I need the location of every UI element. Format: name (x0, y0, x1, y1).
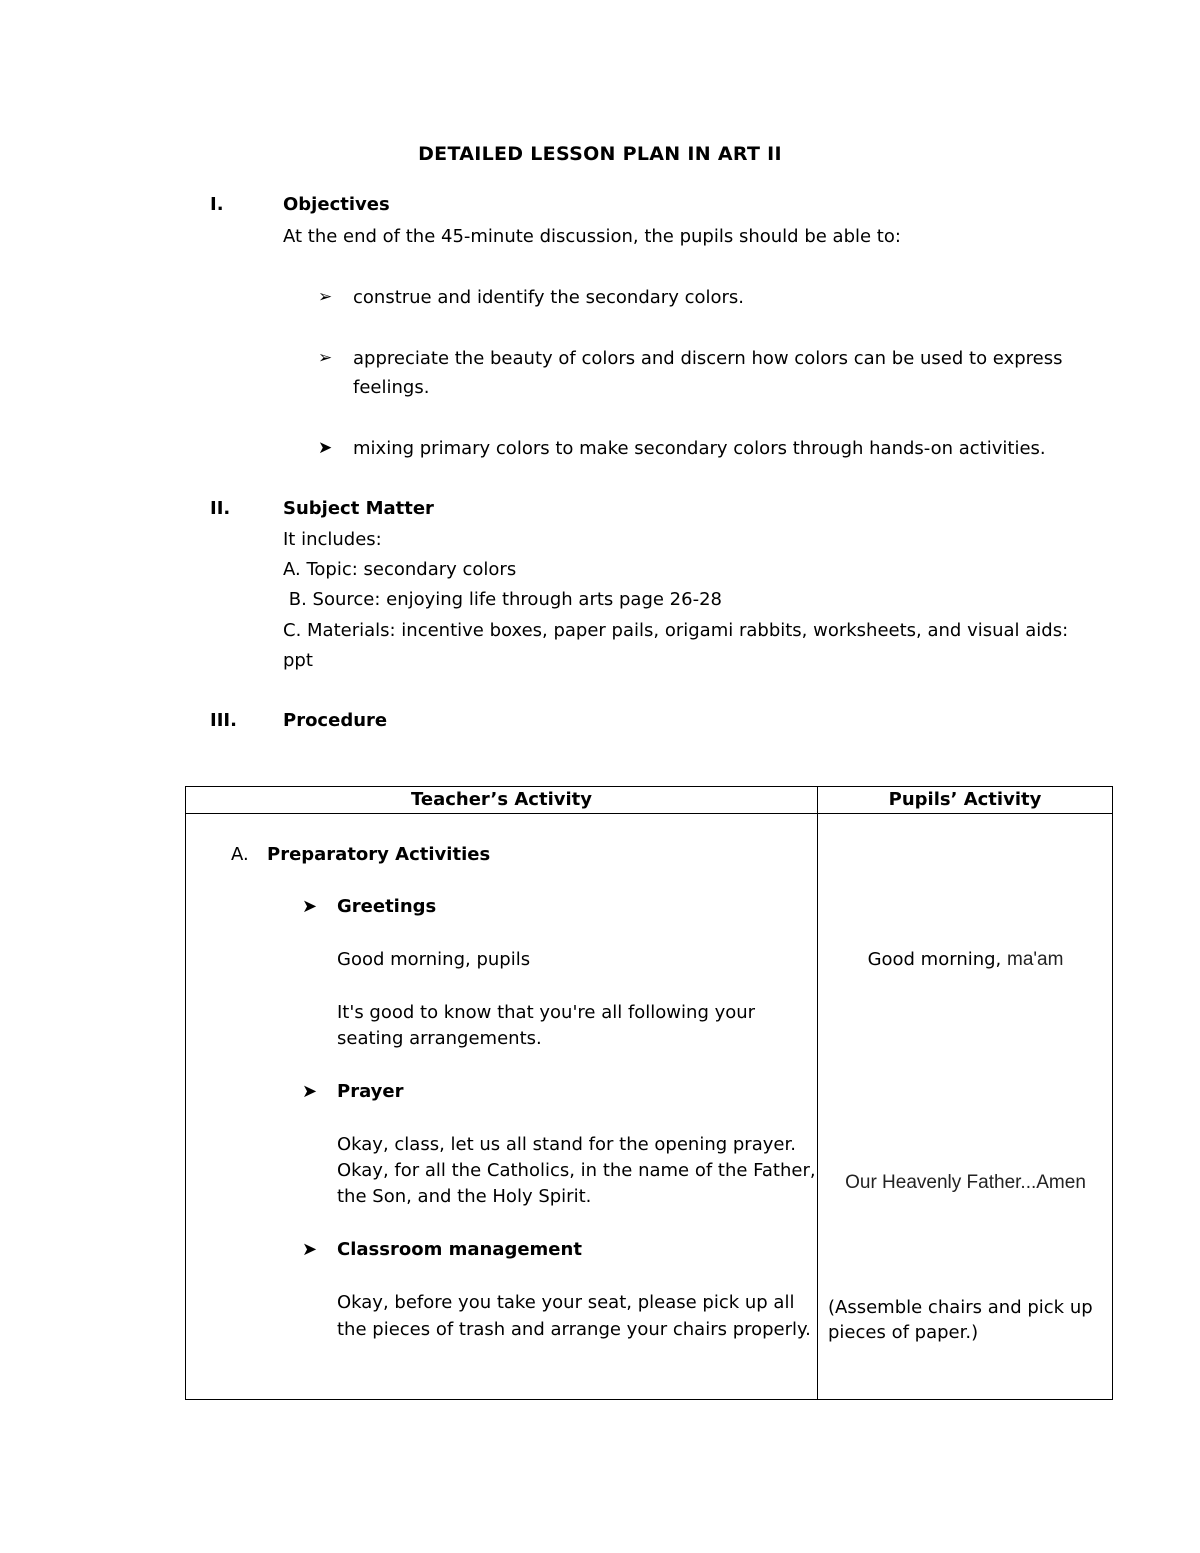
greetings-teacher-line: seating arrangements. (337, 1028, 542, 1049)
arrow-bullet-icon: ➤ (318, 438, 333, 458)
header-pupils-activity: Pupils’ Activity (888, 789, 1042, 810)
arrow-bullet-icon: ➤ (302, 1239, 318, 1260)
classroom-management-pupil-line: pieces of paper.) (828, 1322, 979, 1343)
greetings-pupil-response-text: Good morning, (867, 949, 1008, 970)
table-row (186, 814, 1113, 1400)
greetings-title: Greetings (337, 896, 437, 917)
table-header-row (186, 787, 1113, 814)
classroom-management-pupil-line: (Assemble chairs and pick up (828, 1297, 1093, 1318)
objective-item: appreciate the beauty of colors and discern how colors can be used to express (353, 348, 1063, 369)
table-header-cell (186, 787, 818, 814)
section-numeral-objectives: I. (210, 194, 224, 215)
classroom-management-teacher-line: Okay, before you take your seat, please pick up all (337, 1292, 795, 1313)
arrow-bullet-icon: ➢ (318, 348, 333, 368)
objectives-intro: At the end of the 45-minute discussion, the pupils should be able to: (283, 226, 901, 247)
subject-matter-line: It includes: (283, 529, 382, 550)
section-numeral-subject-matter: II. (210, 498, 231, 519)
greetings-pupil-response (818, 949, 1113, 971)
section-heading-subject-matter: Subject Matter (283, 498, 434, 519)
section-title: Preparatory Activities (267, 844, 491, 865)
greetings-teacher-line: It's good to know that you're all following your (337, 1002, 756, 1023)
teacher-activity-cell (186, 814, 818, 1400)
arrow-bullet-icon: ➢ (318, 287, 333, 307)
pupil-activity-cell (818, 814, 1113, 1400)
prayer-teacher-line: Okay, class, let us all stand for the opening prayer. (337, 1134, 796, 1155)
header-teachers-activity: Teacher’s Activity (410, 789, 592, 810)
objective-item-continued: feelings. (353, 377, 430, 398)
arrow-bullet-icon: ➤ (302, 1081, 318, 1102)
greetings-teacher-line: Good morning, pupils (337, 949, 531, 970)
classroom-management-title: Classroom management (337, 1239, 582, 1260)
objective-item: mixing primary colors to make secondary colors through hands-on activities. (353, 438, 1046, 459)
greetings-pupil-response-suffix: ma'am (1007, 949, 1064, 970)
prayer-teacher-line: Okay, for all the Catholics, in the name of the Father, (337, 1160, 816, 1181)
section-letter: A. (231, 844, 249, 865)
subject-matter-line: A. Topic: secondary colors (283, 559, 517, 580)
prayer-pupil-response: Our Heavenly Father...Amen (845, 1172, 1086, 1193)
page-title: DETAILED LESSON PLAN IN ART II (418, 143, 782, 165)
section-heading-procedure: Procedure (283, 710, 388, 731)
arrow-bullet-icon: ➤ (302, 896, 318, 917)
classroom-management-teacher-line: the pieces of trash and arrange your chairs properly. (337, 1319, 811, 1340)
prayer-teacher-line: the Son, and the Holy Spirit. (337, 1186, 592, 1207)
section-heading-objectives: Objectives (283, 194, 390, 215)
objective-item: construe and identify the secondary colors. (353, 287, 744, 308)
subject-matter-line: C. Materials: incentive boxes, paper pails, origami rabbits, worksheets, and visual aids: (283, 620, 1069, 641)
section-numeral-procedure: III. (210, 710, 237, 731)
prayer-title: Prayer (337, 1081, 404, 1102)
table-header-cell (818, 787, 1113, 814)
subject-matter-line: B. Source: enjoying life through arts page 26-28 (283, 589, 722, 610)
procedure-table (185, 786, 1113, 1400)
subject-matter-line: ppt (283, 650, 313, 671)
